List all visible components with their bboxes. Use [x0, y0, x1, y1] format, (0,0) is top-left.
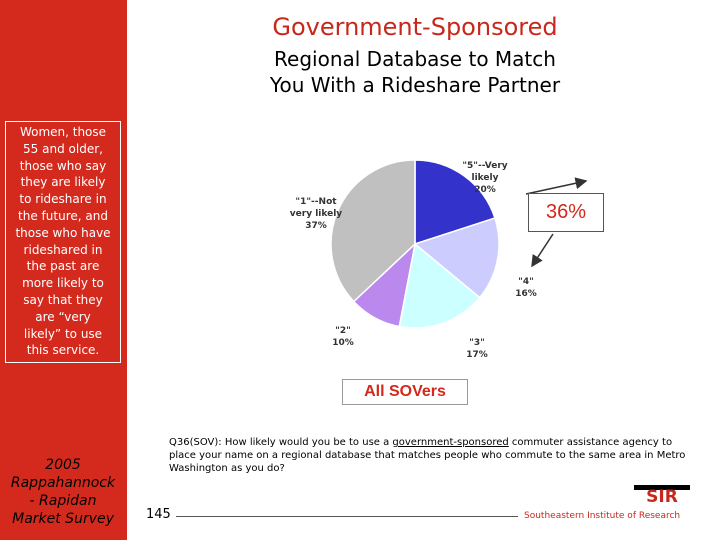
org-name: Southeastern Institute of Research	[524, 511, 681, 521]
svg-text:SIR: SIR	[646, 487, 678, 504]
sidebar-note: Women, those 55 and older, those who say they are likely to rideshare in the future, and those who have rideshared in the past are more likely to say that they are “very likely” to use this service.	[15, 125, 111, 358]
question-underlined: government-sponsored	[392, 437, 509, 448]
slice-label-2: "4" 16%	[515, 277, 537, 299]
question-prefix: Q36(SOV): How likely would you be to use a	[169, 437, 393, 448]
slice-label-1: "5"--Very likely 20%	[462, 161, 508, 195]
sir-logo	[632, 478, 692, 504]
slice-label-5: "1"--Not very likely 37%	[289, 197, 343, 231]
chart-base-label: All SOVers	[342, 379, 468, 405]
callout-value: 36%	[528, 193, 604, 232]
footer-divider	[176, 516, 518, 517]
survey-name: 2005 Rappahannock - Rapidan Market Survey	[10, 457, 116, 527]
slice-label-3: "3" 17%	[466, 338, 488, 360]
slice-label-4: "2" 10%	[332, 326, 354, 348]
pie-chart	[130, 120, 720, 380]
page-title: Government-Sponsored	[272, 13, 558, 41]
page-number: 145	[146, 507, 171, 522]
question-text	[169, 436, 689, 475]
question-suffix: commuter assistance agency to place your name on a regional database that matches people who commute to the same area in Metro Washington as you do?	[169, 437, 686, 474]
callout-arrow-lower	[532, 234, 553, 266]
page-subtitle: Regional Database to Match You With a Rideshare Partner	[269, 47, 561, 97]
